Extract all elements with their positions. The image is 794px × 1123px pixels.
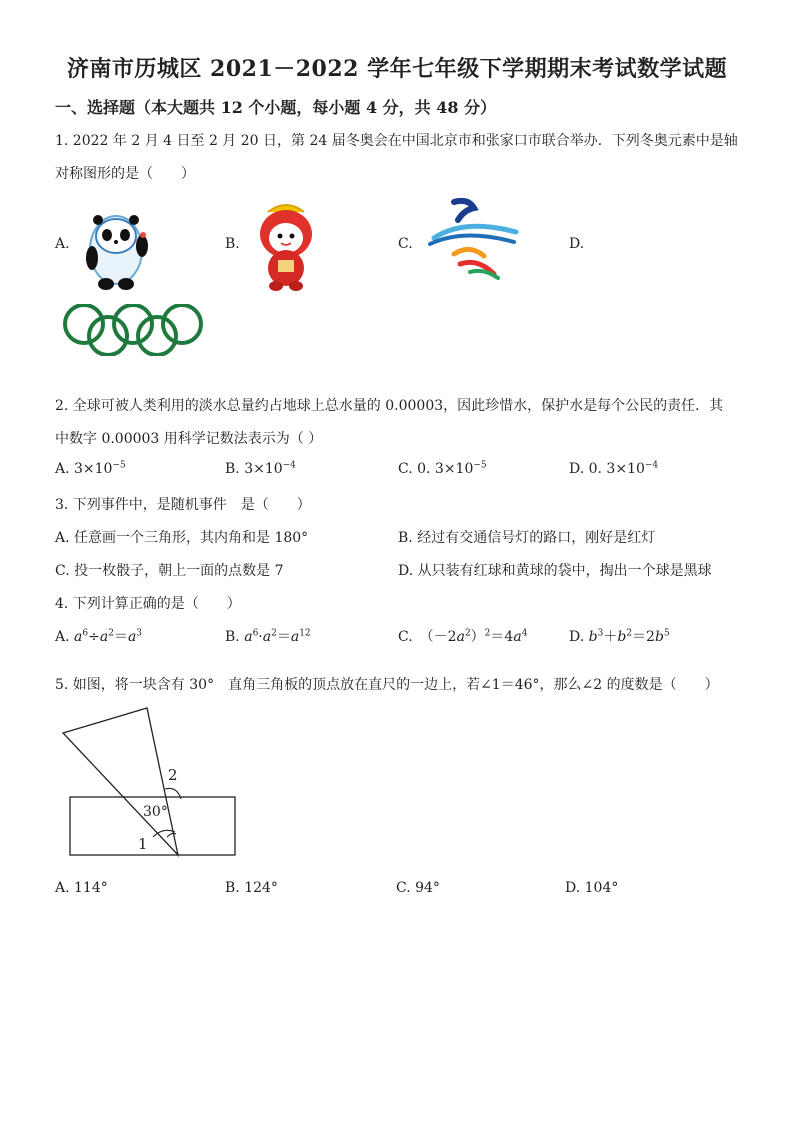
q4-option-c: C. $(-2a^2)^2=4a^4$ (398, 628, 528, 645)
q3-option-d: D. 从只装有红球和黄球的袋中，掏出一个球是黑球 (398, 563, 712, 579)
angle-2-label: 2 (168, 766, 178, 784)
q4-option-b: B. $a^6\cdot a^2=a^{12}$ (225, 628, 311, 645)
q3-stem: 3. 下列事件中，是随机事件 是（ ） (55, 497, 311, 513)
q1-option-b-label: B. (225, 236, 240, 252)
angle-30-label: 30° (143, 804, 168, 820)
q5-option-a: A. 114° (55, 880, 108, 896)
q1-stem-line2: 对称图形的是（ ） (55, 166, 195, 182)
page-title: 济南市历城区 2021－2022 学年七年级下学期期末考试数学试题 (66, 56, 728, 82)
q1-option-a-label: A. (55, 236, 70, 252)
q3-option-b: B. 经过有交通信号灯的路口，刚好是红灯 (398, 530, 656, 546)
angle-1-label: 1 (138, 835, 148, 853)
q5-option-d: D. 104° (565, 880, 619, 896)
q2-stem-line1: 2. 全球可被人类利用的淡水总量约占地球上总水量的 0.00003，因此珍惜水，保护水是每个公民的责任．其 (55, 398, 724, 414)
q5-option-c: C. 94° (396, 880, 440, 896)
q2-stem-line2: 中数字 0.00003 用科学记数法表示为（ ） (55, 431, 323, 447)
q3-option-c: C. 投一枚骰子，朝上一面的点数是 7 (55, 563, 284, 579)
q4-option-d: D. $b^3+b^2=2b^5$ (569, 628, 670, 645)
olympic-rings-image (58, 304, 208, 356)
section-heading: 一、选择题（本大题共 12 个小题，每小题 4 分，共 48 分） (55, 98, 497, 117)
winter-olympics-emblem-image (424, 198, 522, 280)
q2-option-b: B. $3\times 10^{-4}$ (225, 460, 296, 477)
q4-stem: 4. 下列计算正确的是（ ） (55, 596, 241, 612)
q1-option-d-label: D. (569, 236, 585, 252)
q3-option-a: A. 任意画一个三角形，其内角和是 180° (55, 530, 309, 546)
q5-option-b: B. 124° (225, 880, 278, 896)
q5-ruler-triangle-diagram (55, 700, 245, 860)
q2-option-d: D. 0. $3\times 10^{-4}$ (569, 460, 659, 477)
q2-option-a: A. $3\times 10^{-5}$ (55, 460, 126, 477)
q1-stem-line1: 1. 2022 年 2 月 4 日至 2 月 20 日，第 24 届冬奥会在中国北京市和张家口市联合举办．下列冬奥元素中是轴 (55, 133, 738, 149)
q5-stem: 5. 如图，将一块含有 30° 直角三角板的顶点放在直尺的一边上，若∠1＝46°，那么∠2 的度数是（ ） (55, 677, 719, 693)
bing-dwen-dwen-image (76, 200, 156, 292)
q4-option-a: A. $a^6\div a^2=a^3$ (55, 628, 143, 645)
q1-option-c-label: C. (398, 236, 413, 252)
set-square-triangle (63, 708, 178, 855)
q2-option-c: C. 0. $3\times 10^{-5}$ (398, 460, 487, 477)
shuey-rhon-rhon-image (248, 198, 324, 292)
